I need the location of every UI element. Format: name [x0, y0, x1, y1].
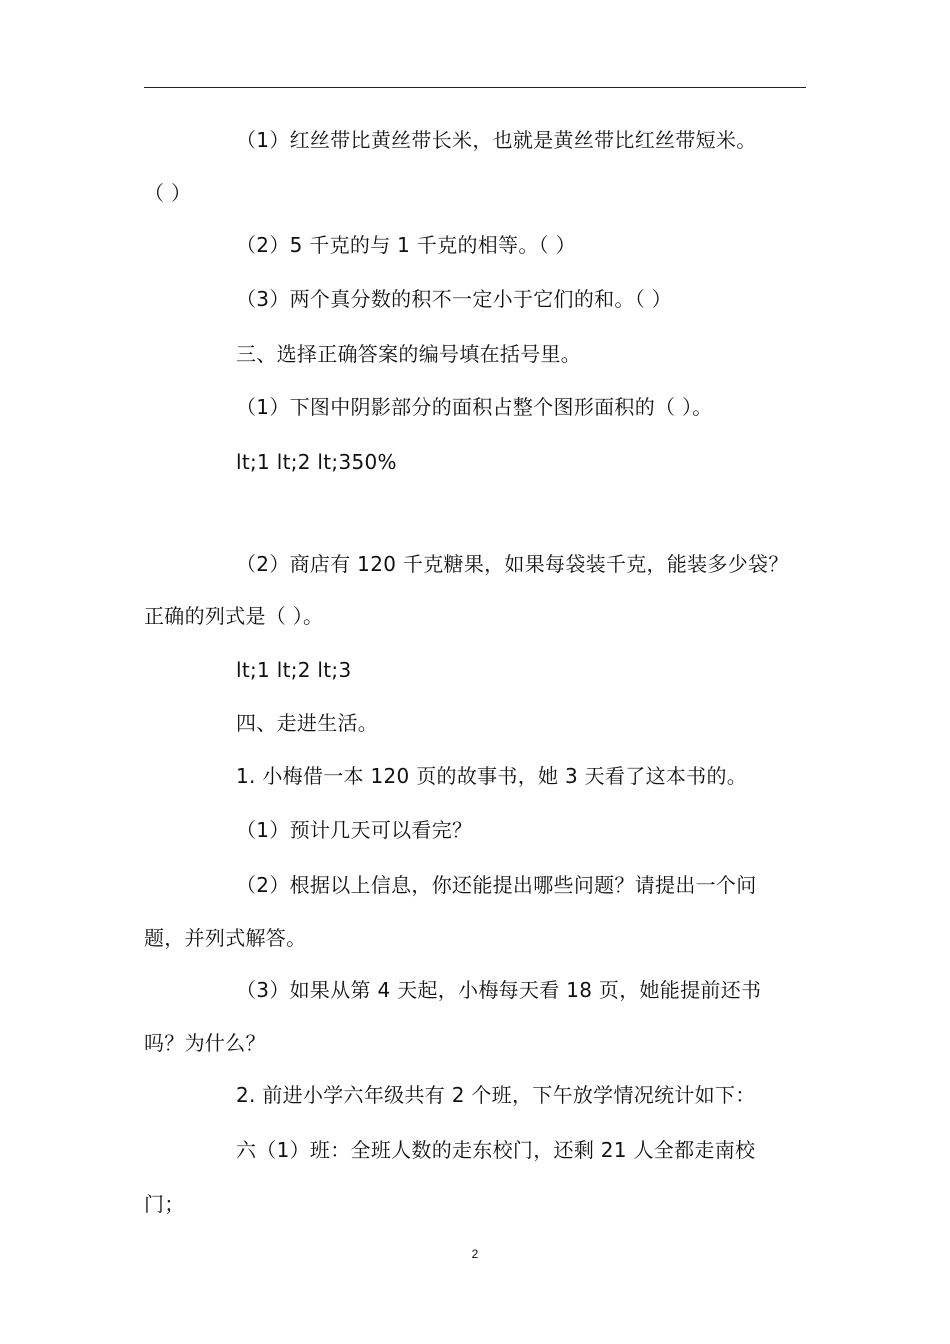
section-4-heading: 四、走进生活。: [236, 711, 379, 735]
problem-4-1: 1. 小梅借一本 120 页的故事书，她 3 天看了这本书的。: [236, 764, 748, 788]
section-3-heading: 三、选择正确答案的编号填在括号里。: [236, 342, 582, 366]
header-rule: [144, 87, 806, 88]
question-3-2-continued: 正确的列式是（ ）。: [144, 604, 324, 628]
problem-4-2-class-1: 六（1）班：全班人数的走东校门，还剩 21 人全都走南校: [236, 1138, 756, 1162]
question-2-1: （1）红丝带比黄丝带长米，也就是黄丝带比红丝带短米。: [236, 128, 757, 152]
problem-4-2-class-1-continued: 门；: [144, 1192, 185, 1216]
problem-4-2: 2. 前进小学六年级共有 2 个班，下午放学情况统计如下：: [236, 1083, 756, 1107]
question-3-1-options: lt;1 lt;2 lt;350%: [236, 450, 397, 474]
question-3-2-options: lt;1 lt;2 lt;3: [236, 658, 352, 682]
problem-4-1-part-2: （2）根据以上信息，你还能提出哪些问题？请提出一个问: [236, 873, 757, 897]
page-number: 2: [471, 1247, 479, 1261]
question-2-2: （2）5 千克的与 1 千克的相等。（ ）: [236, 233, 576, 257]
question-3-2: （2）商店有 120 千克糖果，如果每袋装千克，能装多少袋？: [236, 552, 789, 576]
problem-4-1-part-1: （1）预计几天可以看完？: [236, 818, 473, 842]
question-2-3: （3）两个真分数的积不一定小于它们的和。（ ）: [236, 287, 672, 311]
problem-4-1-part-3-continued: 吗？为什么？: [144, 1031, 266, 1055]
problem-4-1-part-2-continued: 题，并列式解答。: [144, 926, 307, 950]
problem-4-1-part-3: （3）如果从第 4 天起，小梅每天看 18 页，她能提前还书: [236, 978, 762, 1002]
question-2-1-answer-blank: （ ）: [144, 181, 192, 205]
question-3-1: （1）下图中阴影部分的面积占整个图形面积的（ ）。: [236, 395, 713, 419]
